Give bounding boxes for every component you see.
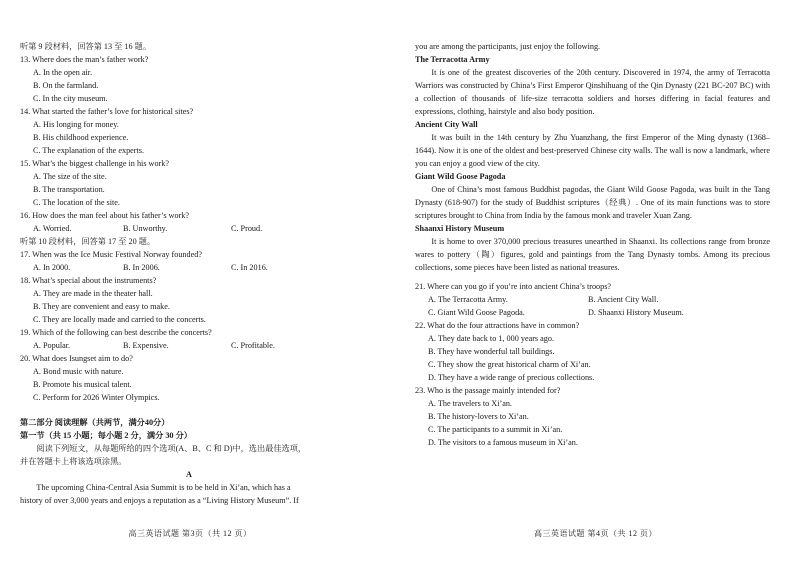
option-b: B. They have wonderful tall buildings.	[428, 347, 555, 356]
instruction-line-1: 阅读下列短文，从每题所给的四个选项(A、B、C 和 D)中，选出最佳选项，	[36, 444, 307, 453]
passage-label: A	[186, 470, 192, 479]
option-b: B. They are convenient and easy to make.	[33, 302, 170, 311]
option-a: A. The travelers to Xi’an.	[428, 399, 512, 408]
option-a: A. Bond music with nature.	[33, 367, 124, 376]
section-title: Shaanxi History Museum	[415, 224, 505, 233]
question-stem: 21. Where can you go if you’re into ancient China’s troops?	[415, 282, 612, 291]
question-22	[415, 319, 770, 384]
option-a: A. Popular.	[33, 341, 71, 350]
option-b: B. Unworthy.	[123, 224, 168, 233]
question-15	[20, 157, 358, 209]
section-one-heading: 第一节（共 15 小题；每小题 2 分，满分 30 分）	[20, 431, 192, 440]
question-stem: 18. What’s special about the instruments?	[20, 276, 157, 285]
option-a: A. In 2000.	[33, 263, 71, 272]
option-c: C. Perform for 2026 Winter Olympics.	[33, 393, 160, 402]
section-ancient-city-wall	[415, 118, 770, 170]
option-d: D. Shaanxi History Museum.	[588, 308, 684, 317]
question-13	[20, 53, 358, 105]
option-d: D. They have a wide range of precious collections.	[428, 373, 595, 382]
options-row	[20, 222, 358, 235]
question-23	[415, 384, 770, 449]
section-giant-wild-goose-pagoda	[415, 170, 770, 222]
question-19	[20, 326, 358, 352]
option-a: A. They are made in the theater hall.	[33, 289, 153, 298]
section-shaanxi-history-museum	[415, 222, 770, 274]
option-c: C. The explanation of the experts.	[33, 146, 145, 155]
option-c: C. Profitable.	[231, 341, 275, 350]
option-c: C. In the city museum.	[33, 94, 108, 103]
question-stem: 19. Which of the following can best describe the concerts?	[20, 328, 212, 337]
question-stem: 13. Where does the man’s father work?	[20, 55, 149, 64]
passage-text-line-1: The upcoming China-Central Asia Summit is to be held in Xi’an, which has a	[36, 483, 291, 492]
question-stem: 23. Who is the passage mainly intended for?	[415, 386, 561, 395]
question-21	[415, 280, 770, 319]
option-c: C. Giant Wild Goose Pagoda.	[428, 308, 525, 317]
question-stem: 20. What does Isungset aim to do?	[20, 354, 133, 363]
passage-text-line-2: history of over 3,000 years and enjoys a reputation as a “Living History Museum”. If	[20, 496, 299, 505]
option-b: B. The transportation.	[33, 185, 105, 194]
option-a: A. The Terracotta Army.	[428, 295, 508, 304]
option-c: C. The location of the site.	[33, 198, 120, 207]
option-c: C. They show the great historical charm of Xi’an.	[428, 360, 591, 369]
option-b: B. His childhood experience.	[33, 133, 129, 142]
options-row	[20, 339, 358, 352]
section-text: It was built in the 14th century by Zhu Yuanzhang, the first Emperor of the Ming dynasty (1368–1644). Now it is one of the oldest and best-preserved Chinese city walls. The wall is now a landmark, where you can enjoy a good view of the city.	[415, 133, 770, 168]
option-c: C. The participants to a summit in Xi’an.	[428, 425, 563, 434]
instruction-line-2: 并在答题卡上将该选项涂黑。	[20, 457, 127, 466]
option-b: B. Promote his musical talent.	[33, 380, 132, 389]
options-row	[20, 261, 358, 274]
listening-intro-9: 听第 9 段材料，回答第 13 至 16 题。	[20, 42, 152, 51]
option-a: A. They date back to 1, 000 years ago.	[428, 334, 555, 343]
option-b: B. In 2006.	[123, 263, 160, 272]
option-a: A. Worried.	[33, 224, 72, 233]
option-d: D. The visitors to a famous museum in Xi’an.	[428, 438, 578, 447]
question-20	[20, 352, 358, 404]
part-two-heading: 第二部分 阅读理解（共两节，满分40分）	[20, 418, 170, 427]
question-stem: 17. When was the Ice Music Festival Norway founded?	[20, 250, 202, 259]
listening-intro-10: 听第 10 段材料，回答第 17 至 20 题。	[20, 237, 156, 246]
page-footer: 高三英语试题 第3页（共 12 页）	[128, 529, 252, 538]
option-b: B. Ancient City Wall.	[588, 295, 659, 304]
question-stem: 16. How does the man feel about his father’s work?	[20, 211, 190, 220]
section-text: It is home to over 370,000 precious treasures unearthed in Shaanxi. Its collections range from bronze wares to pottery（陶）figures, gold and paintings from the Tang Dynasty tombs. Among its precious collections, some pieces have been listed as national treasures.	[415, 237, 770, 272]
question-16	[20, 209, 358, 235]
page-footer: 高三英语试题 第4页（共 12 页）	[534, 529, 657, 538]
option-a: A. The size of the site.	[33, 172, 107, 181]
section-text: It is one of the greatest discoveries of the 20th century. Discovered in 1974, the army of Terracotta Warriors was constructed by China’s First Emperor Qinshihuang of the Qin Dynasty (221 BC-207 BC) with a collection of thousands of life-size terracotta soldiers and horses differing in facial features and expressions, clothing, hairstyle and also body position.	[415, 68, 770, 116]
question-stem: 15. What’s the biggest challenge in his work?	[20, 159, 170, 168]
section-title: The Terracotta Army	[415, 55, 490, 64]
option-c: C. They are locally made and carried to the concerts.	[33, 315, 206, 324]
question-17	[20, 248, 358, 274]
option-c: C. In 2016.	[231, 263, 268, 272]
passage-continuation: you are among the participants, just enjoy the following.	[415, 42, 601, 51]
option-b: B. The history-lovers to Xi’an.	[428, 412, 529, 421]
right-column	[415, 40, 770, 449]
question-stem: 14. What started the father’s love for historical sites?	[20, 107, 194, 116]
left-column	[20, 40, 358, 507]
option-b: B. On the farmland.	[33, 81, 99, 90]
page-right	[397, 0, 794, 561]
options-grid	[415, 293, 770, 319]
option-a: A. In the open air.	[33, 68, 93, 77]
section-text: One of China’s most famous Buddhist pagodas, the Giant Wild Goose Pagoda, was built in the Tang Dynasty (618-907) for the study of Buddhist scriptures（经典）. One of its main functions was to store scriptures brought to China from India by the famous monk and traveler Xuan Zang.	[415, 185, 770, 220]
question-18	[20, 274, 358, 326]
section-terracotta-army	[415, 53, 770, 118]
option-c: C. Proud.	[231, 224, 263, 233]
question-stem: 22. What do the four attractions have in common?	[415, 321, 580, 330]
section-title: Ancient City Wall	[415, 120, 478, 129]
question-14	[20, 105, 358, 157]
section-title: Giant Wild Goose Pagoda	[415, 172, 506, 181]
option-a: A. His longing for money.	[33, 120, 119, 129]
option-b: B. Expensive.	[123, 341, 169, 350]
